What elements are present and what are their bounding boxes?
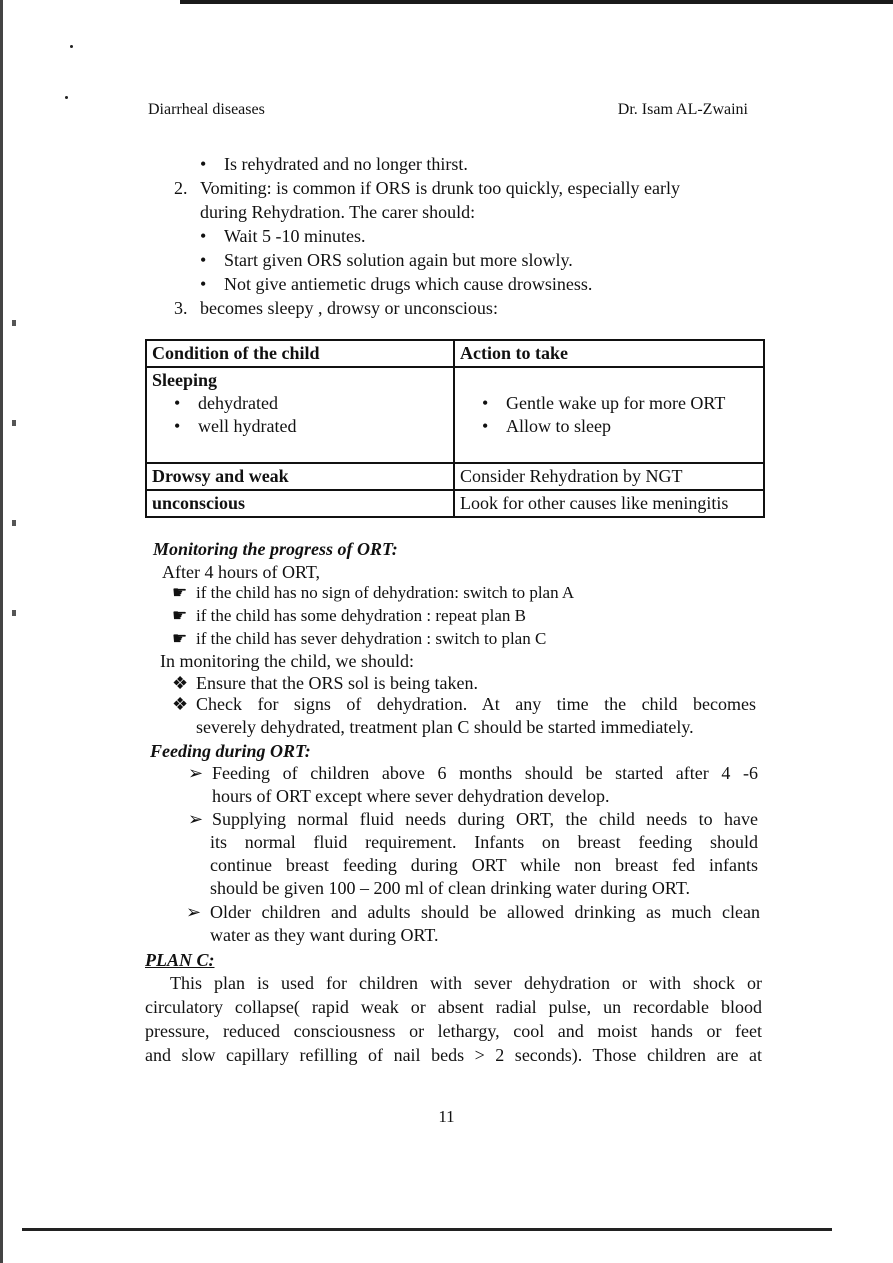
list-item: • Wait 5 -10 minutes. [200, 226, 366, 246]
paragraph-line: pressure, reduced consciousness or lethargy, cool and moist hands or feet [145, 1021, 762, 1041]
table-row [146, 367, 764, 463]
numbered-item-3: 3. becomes sleepy , drowsy or unconscious: [174, 298, 498, 318]
list-item-cont: continue breast feeding during ORT while non breast fed infants [210, 855, 758, 875]
bullet-dot-icon: • [200, 154, 207, 174]
scan-speck [12, 520, 16, 526]
list-item: ➢ Supplying normal fluid needs during ORT, the child needs to have [188, 809, 758, 829]
bullet-dot-icon: • [482, 393, 489, 413]
column-header-condition: Condition of the child [146, 340, 454, 367]
list-item-cont: its normal fluid requirement. Infants on breast feeding should [210, 832, 758, 852]
hand-pointer-icon: ☛ [172, 583, 188, 602]
list-item: ❖ Ensure that the ORS sol is being taken. [172, 673, 478, 693]
hand-pointer-icon: ☛ [172, 606, 188, 625]
arrow-bullet-icon: ➢ [188, 809, 204, 829]
hand-pointer-icon: ☛ [172, 629, 188, 648]
list-item: ➢ Older children and adults should be allowed drinking as much clean [186, 902, 760, 922]
stray-mark [70, 45, 73, 48]
list-item: • Start given ORS solution again but more slowly. [200, 250, 573, 270]
bullet-dot-icon: • [174, 393, 181, 413]
condition-action-table [145, 339, 765, 518]
table-cell: Look for other causes like meningitis [454, 490, 764, 517]
table-row [146, 463, 764, 490]
table-cell: Drowsy and weak [146, 463, 454, 490]
top-border-line [180, 0, 893, 4]
table-cell: unconscious [146, 490, 454, 517]
numbered-item-2-cont: during Rehydration. The carer should: [200, 202, 476, 222]
list-item-cont: hours of ORT except where sever dehydration develop. [212, 786, 610, 806]
scan-speck [12, 420, 16, 426]
list-item: • Gentle wake up for more ORT [482, 393, 726, 413]
list-item: • Allow to sleep [482, 416, 611, 436]
paragraph-line: and slow capillary refilling of nail beds > 2 seconds). Those children are at [145, 1045, 762, 1065]
scan-speck [12, 320, 16, 326]
diamond-bullet-icon: ❖ [172, 673, 189, 693]
list-item: • Not give antiemetic drugs which cause drowsiness. [200, 274, 593, 294]
list-item: • dehydrated [174, 393, 278, 413]
sleeping-label: Sleeping [152, 370, 218, 390]
list-item: • well hydrated [174, 416, 297, 436]
monitoring-intro: In monitoring the child, we should: [160, 651, 414, 671]
bullet-dot-icon: • [174, 416, 181, 436]
header-title: Diarrheal diseases [148, 101, 265, 118]
list-item: ❖ Check for signs of dehydration. At any time the child becomes [172, 694, 756, 714]
page-number: 11 [438, 1107, 455, 1126]
monitoring-after: After 4 hours of ORT, [162, 562, 321, 582]
bullet-dot-icon: • [482, 416, 489, 436]
diamond-bullet-icon: ❖ [172, 694, 189, 714]
bullet-dot-icon: • [200, 274, 207, 294]
paragraph-line: This plan is used for children with sever dehydration or with shock or [170, 973, 762, 993]
list-item: ➢ Feeding of children above 6 months should be started after 4 -6 [188, 763, 758, 783]
bullet-dot-icon: • [200, 226, 207, 246]
list-item: • Is rehydrated and no longer thirst. [200, 154, 468, 174]
arrow-bullet-icon: ➢ [186, 902, 202, 922]
list-item: ☛ if the child has some dehydration : repeat plan B [172, 606, 526, 625]
bullet-dot-icon: • [200, 250, 207, 270]
list-item: ☛ if the child has no sign of dehydration: switch to plan A [172, 583, 575, 602]
monitoring-heading: Monitoring the progress of ORT: [153, 539, 398, 559]
column-header-action: Action to take [454, 340, 764, 367]
list-item: ☛ if the child has sever dehydration : switch to plan C [172, 629, 547, 648]
table-cell [146, 367, 454, 463]
paragraph-line: circulatory collapse( rapid weak or absent radial pulse, un recordable blood [145, 997, 762, 1017]
left-scan-edge [0, 0, 3, 1263]
table-cell: Consider Rehydration by NGT [454, 463, 764, 490]
bottom-border-line [22, 1228, 832, 1231]
table-row [146, 490, 764, 517]
planc-heading: PLAN C: [145, 950, 215, 970]
feeding-heading: Feeding during ORT: [150, 741, 311, 761]
table-cell [454, 367, 764, 463]
list-item-cont: water as they want during ORT. [210, 925, 439, 945]
table-header-row [146, 340, 764, 367]
stray-mark [65, 96, 68, 99]
header-author: Dr. Isam AL-Zwaini [617, 101, 748, 118]
scan-speck [12, 610, 16, 616]
list-item-cont: severely dehydrated, treatment plan C should be started immediately. [196, 717, 694, 737]
list-item-cont: should be given 100 – 200 ml of clean drinking water during ORT. [210, 878, 690, 898]
arrow-bullet-icon: ➢ [188, 763, 204, 783]
numbered-item-2: 2. Vomiting: is common if ORS is drunk too quickly, especially early [174, 178, 680, 198]
